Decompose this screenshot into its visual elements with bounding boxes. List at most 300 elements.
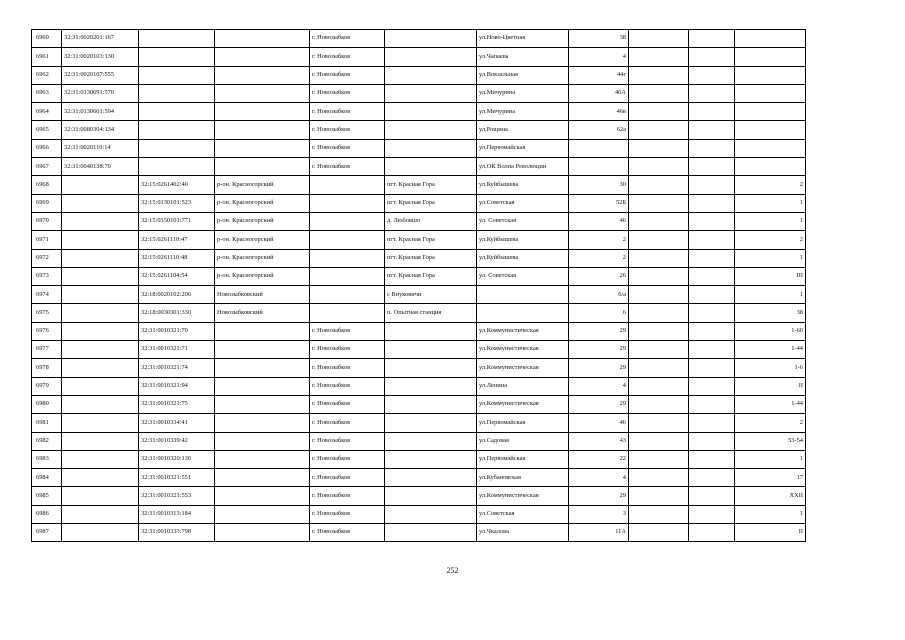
cadastral-number-b-cell: 32:15:0261104:54 [139, 267, 215, 285]
district-cell: р-он. Красногорский [215, 176, 310, 194]
cadastral-number-b-cell: 32:31:0010320:130 [139, 450, 215, 468]
house-number-cell: 46 [569, 212, 629, 230]
district-cell [215, 158, 310, 176]
district-cell [215, 469, 310, 487]
cadastral-number-a-cell [62, 249, 139, 267]
settlement-cell [385, 469, 477, 487]
block-cell [689, 249, 735, 267]
city-cell [310, 194, 385, 212]
block-cell [689, 267, 735, 285]
city-cell: г. Новозыбков [310, 84, 385, 102]
cadastral-number-a-cell [62, 432, 139, 450]
table-row [32, 286, 806, 304]
house-number-cell: 43 [569, 432, 629, 450]
street-cell: ул.Садовая [477, 432, 569, 450]
row-number-cell: 6965 [32, 121, 62, 139]
table-body [32, 30, 806, 542]
street-cell: ул.Мичурина [477, 103, 569, 121]
apartment-cell: 1-60 [735, 322, 806, 340]
street-cell: ул.Коммунистическая [477, 395, 569, 413]
cadastral-number-a-cell [62, 286, 139, 304]
cadastral-number-a-cell: 32:31:0020103:130 [62, 48, 139, 66]
row-number-cell: 6971 [32, 231, 62, 249]
street-cell: ул. Советская [477, 212, 569, 230]
building-cell [629, 377, 689, 395]
house-number-cell: 46А [569, 84, 629, 102]
settlement-cell [385, 524, 477, 542]
house-number-cell: 29 [569, 487, 629, 505]
apartment-cell: II [735, 524, 806, 542]
house-number-cell: 6/а [569, 286, 629, 304]
city-cell: г. Новозыбков [310, 103, 385, 121]
apartment-cell [735, 158, 806, 176]
cadastral-number-a-cell [62, 469, 139, 487]
row-number-cell: 6968 [32, 176, 62, 194]
building-cell [629, 30, 689, 48]
settlement-cell [385, 121, 477, 139]
block-cell [689, 30, 735, 48]
table-row [32, 139, 806, 157]
district-cell [215, 66, 310, 84]
street-cell: ул.Куйбышева [477, 249, 569, 267]
building-cell [629, 487, 689, 505]
cadastral-number-b-cell [139, 139, 215, 157]
apartment-cell: 2 [735, 176, 806, 194]
table-row [32, 395, 806, 413]
building-cell [629, 505, 689, 523]
house-number-cell: 62а [569, 121, 629, 139]
settlement-cell [385, 487, 477, 505]
settlement-cell [385, 450, 477, 468]
street-cell: ул.Чкалова [477, 524, 569, 542]
table-row [32, 377, 806, 395]
street-cell: ул.Советская [477, 194, 569, 212]
settlement-cell [385, 322, 477, 340]
cadastral-number-b-cell: 32:31:0010321:551 [139, 469, 215, 487]
row-number-cell: 6981 [32, 414, 62, 432]
building-cell [629, 450, 689, 468]
building-cell [629, 231, 689, 249]
row-number-cell: 6979 [32, 377, 62, 395]
table-row [32, 450, 806, 468]
block-cell [689, 450, 735, 468]
row-number-cell: 6970 [32, 212, 62, 230]
table-row [32, 487, 806, 505]
district-cell [215, 505, 310, 523]
cadastral-number-b-cell: 32:15:0261110:47 [139, 231, 215, 249]
street-cell: ул.Коммунистическая [477, 322, 569, 340]
building-cell [629, 176, 689, 194]
district-cell [215, 450, 310, 468]
table-row [32, 341, 806, 359]
city-cell [310, 304, 385, 322]
cadastral-number-b-cell [139, 48, 215, 66]
settlement-cell [385, 505, 477, 523]
apartment-cell: 1-44 [735, 341, 806, 359]
row-number-cell: 6969 [32, 194, 62, 212]
block-cell [689, 194, 735, 212]
city-cell [310, 249, 385, 267]
table-row [32, 432, 806, 450]
district-cell [215, 432, 310, 450]
city-cell: г. Новозыбков [310, 48, 385, 66]
apartment-cell: 53-54 [735, 432, 806, 450]
cadastral-number-a-cell: 32:31:0020201:167 [62, 30, 139, 48]
block-cell [689, 176, 735, 194]
house-number-cell: 4 [569, 469, 629, 487]
district-cell: р-он. Красногорский [215, 212, 310, 230]
table-row [32, 121, 806, 139]
city-cell: г. Новозыбков [310, 30, 385, 48]
settlement-cell [385, 103, 477, 121]
city-cell: г. Новозыбков [310, 505, 385, 523]
table-row [32, 267, 806, 285]
apartment-cell: 2 [735, 414, 806, 432]
street-cell: ул.Куйбышева [477, 176, 569, 194]
city-cell: г. Новозыбков [310, 377, 385, 395]
district-cell [215, 139, 310, 157]
street-cell: ул.Чапаева [477, 48, 569, 66]
block-cell [689, 139, 735, 157]
house-number-cell: 4 [569, 377, 629, 395]
cadastral-number-b-cell: 32:31:0010321:70 [139, 322, 215, 340]
apartment-cell: 2 [735, 231, 806, 249]
table-row [32, 524, 806, 542]
block-cell [689, 359, 735, 377]
district-cell: р-он. Красногорский [215, 194, 310, 212]
apartment-cell [735, 84, 806, 102]
house-number-cell: 30 [569, 176, 629, 194]
table-row [32, 231, 806, 249]
cadastral-number-b-cell: 32:31:0010321:71 [139, 341, 215, 359]
row-number-cell: 6977 [32, 341, 62, 359]
settlement-cell [385, 395, 477, 413]
row-number-cell: 6967 [32, 158, 62, 176]
apartment-cell [735, 48, 806, 66]
city-cell [310, 267, 385, 285]
district-cell [215, 414, 310, 432]
street-cell: ул.Коммунистическая [477, 487, 569, 505]
apartment-cell [735, 139, 806, 157]
block-cell [689, 395, 735, 413]
apartment-cell: 1-6 [735, 359, 806, 377]
city-cell: г. Новозыбков [310, 359, 385, 377]
block-cell [689, 469, 735, 487]
cadastral-number-b-cell: 32:18:0020102:206 [139, 286, 215, 304]
building-cell [629, 48, 689, 66]
row-number-cell: 6980 [32, 395, 62, 413]
house-number-cell: 6 [569, 304, 629, 322]
cadastral-number-a-cell: 32:31:0020107:555 [62, 66, 139, 84]
district-cell: р-он. Красногорский [215, 231, 310, 249]
cadastral-number-b-cell: 32:31:0010321:74 [139, 359, 215, 377]
district-cell [215, 359, 310, 377]
district-cell: р-он. Красногорский [215, 249, 310, 267]
cadastral-number-b-cell: 32:31:0010321:75 [139, 395, 215, 413]
settlement-cell: пгт. Красная Гора [385, 231, 477, 249]
district-cell: Новозыбковский [215, 304, 310, 322]
house-number-cell: 29 [569, 322, 629, 340]
city-cell: г. Новозыбков [310, 322, 385, 340]
settlement-cell: с Внуковичи [385, 286, 477, 304]
apartment-cell: III [735, 267, 806, 285]
table-row [32, 30, 806, 48]
cadastral-number-b-cell: 32:15:0350101:771 [139, 212, 215, 230]
street-cell: ул.Коммунистическая [477, 359, 569, 377]
building-cell [629, 158, 689, 176]
street-cell: ул.Куйбышева [477, 231, 569, 249]
apartment-cell: II [735, 377, 806, 395]
table-row [32, 158, 806, 176]
street-cell: ул.Первомайская [477, 139, 569, 157]
settlement-cell [385, 84, 477, 102]
cadastral-number-b-cell: 32:31:0010334:41 [139, 414, 215, 432]
apartment-cell: 1-44 [735, 395, 806, 413]
row-number-cell: 6978 [32, 359, 62, 377]
apartment-cell [735, 103, 806, 121]
street-cell: ул.ОК Волна Революции [477, 158, 569, 176]
district-cell [215, 377, 310, 395]
city-cell: г. Новозыбков [310, 524, 385, 542]
settlement-cell: пгт. Красная Гора [385, 249, 477, 267]
row-number-cell: 6985 [32, 487, 62, 505]
cadastral-number-a-cell [62, 322, 139, 340]
city-cell: г. Новозыбков [310, 139, 385, 157]
building-cell [629, 395, 689, 413]
house-number-cell: 26 [569, 267, 629, 285]
cadastral-number-b-cell [139, 66, 215, 84]
table-row [32, 84, 806, 102]
table-row [32, 249, 806, 267]
city-cell: г. Новозыбков [310, 158, 385, 176]
house-number-cell: 29 [569, 395, 629, 413]
row-number-cell: 6983 [32, 450, 62, 468]
row-number-cell: 6974 [32, 286, 62, 304]
house-number-cell: 2 [569, 249, 629, 267]
cadastral-number-b-cell: 32:18:0030301:330 [139, 304, 215, 322]
apartment-cell: XXII [735, 487, 806, 505]
street-cell [477, 304, 569, 322]
building-cell [629, 359, 689, 377]
cadastral-number-a-cell [62, 377, 139, 395]
cadastral-number-b-cell: 32:15:0261110:48 [139, 249, 215, 267]
city-cell [310, 212, 385, 230]
cadastral-number-b-cell: 32:31:0010313:184 [139, 505, 215, 523]
settlement-cell [385, 414, 477, 432]
cadastral-number-a-cell: 32:31:0130601:594 [62, 103, 139, 121]
cadastral-number-b-cell [139, 30, 215, 48]
cadastral-number-a-cell [62, 487, 139, 505]
block-cell [689, 48, 735, 66]
district-cell [215, 322, 310, 340]
apartment-cell [735, 30, 806, 48]
street-cell: ул.Первомайская [477, 414, 569, 432]
row-number-cell: 6966 [32, 139, 62, 157]
district-cell [215, 103, 310, 121]
city-cell: г. Новозыбков [310, 414, 385, 432]
block-cell [689, 505, 735, 523]
block-cell [689, 414, 735, 432]
building-cell [629, 139, 689, 157]
settlement-cell [385, 30, 477, 48]
street-cell: ул.Вокзальная [477, 66, 569, 84]
cadastral-number-a-cell [62, 231, 139, 249]
settlement-cell: пгт. Красная Гора [385, 194, 477, 212]
settlement-cell: пгт. Красная Гора [385, 267, 477, 285]
apartment-cell: 1 [735, 212, 806, 230]
street-cell: ул.Коммунистическая [477, 341, 569, 359]
district-cell [215, 30, 310, 48]
cadastral-number-b-cell: 32:31:0010321:94 [139, 377, 215, 395]
district-cell [215, 524, 310, 542]
cadastral-number-a-cell [62, 395, 139, 413]
city-cell [310, 176, 385, 194]
building-cell [629, 432, 689, 450]
table-row [32, 359, 806, 377]
street-cell: ул.Рощина [477, 121, 569, 139]
building-cell [629, 84, 689, 102]
settlement-cell [385, 377, 477, 395]
cadastral-number-b-cell: 32:31:0010321:553 [139, 487, 215, 505]
row-number-cell: 6973 [32, 267, 62, 285]
row-number-cell: 6960 [32, 30, 62, 48]
cadastral-number-b-cell: 32:31:0010333:798 [139, 524, 215, 542]
table-row [32, 66, 806, 84]
district-cell [215, 48, 310, 66]
cadastral-number-b-cell: 32:15:0130101:523 [139, 194, 215, 212]
street-cell [477, 286, 569, 304]
cadastral-number-a-cell [62, 304, 139, 322]
settlement-cell [385, 139, 477, 157]
block-cell [689, 322, 735, 340]
page-number: 252 [446, 566, 459, 575]
table-row [32, 505, 806, 523]
row-number-cell: 6961 [32, 48, 62, 66]
cadastral-number-a-cell: 32:31:0040138:70 [62, 158, 139, 176]
cadastral-number-a-cell: 32:31:0130691:570 [62, 84, 139, 102]
city-cell: г. Новозыбков [310, 341, 385, 359]
table-row [32, 469, 806, 487]
row-number-cell: 6976 [32, 322, 62, 340]
cadastral-number-a-cell [62, 341, 139, 359]
city-cell [310, 286, 385, 304]
block-cell [689, 212, 735, 230]
house-number-cell: 22 [569, 450, 629, 468]
house-number-cell: 46 [569, 414, 629, 432]
building-cell [629, 121, 689, 139]
block-cell [689, 286, 735, 304]
cadastral-number-a-cell [62, 176, 139, 194]
block-cell [689, 487, 735, 505]
block-cell [689, 524, 735, 542]
block-cell [689, 84, 735, 102]
block-cell [689, 231, 735, 249]
cadastral-number-a-cell [62, 450, 139, 468]
settlement-cell: п. Опытная станция [385, 304, 477, 322]
row-number-cell: 6984 [32, 469, 62, 487]
district-cell: Новозыбковский [215, 286, 310, 304]
street-cell: ул. Советская [477, 267, 569, 285]
cadastral-number-b-cell [139, 103, 215, 121]
settlement-cell [385, 48, 477, 66]
apartment-cell: 1 [735, 286, 806, 304]
street-cell: ул.Первомайская [477, 450, 569, 468]
registry-table [31, 29, 806, 542]
cadastral-number-b-cell [139, 84, 215, 102]
building-cell [629, 286, 689, 304]
block-cell [689, 432, 735, 450]
block-cell [689, 341, 735, 359]
apartment-cell: 1 [735, 249, 806, 267]
house-number-cell [569, 139, 629, 157]
apartment-cell [735, 66, 806, 84]
district-cell [215, 121, 310, 139]
cadastral-number-a-cell: 32:31:0020110:14 [62, 139, 139, 157]
cadastral-number-a-cell [62, 505, 139, 523]
house-number-cell: 11А [569, 524, 629, 542]
house-number-cell: 46в [569, 103, 629, 121]
apartment-cell: 1 [735, 505, 806, 523]
house-number-cell: 38 [569, 30, 629, 48]
apartment-cell: 1 [735, 450, 806, 468]
table-row [32, 414, 806, 432]
settlement-cell: пгт. Красная Гора [385, 176, 477, 194]
table-row [32, 212, 806, 230]
block-cell [689, 304, 735, 322]
settlement-cell: д. Любовшо [385, 212, 477, 230]
district-cell [215, 341, 310, 359]
cadastral-number-b-cell: 32:15:0261402:40 [139, 176, 215, 194]
city-cell: г. Новозыбков [310, 432, 385, 450]
street-cell: ул.Кубановская [477, 469, 569, 487]
cadastral-number-a-cell [62, 194, 139, 212]
house-number-cell [569, 158, 629, 176]
block-cell [689, 66, 735, 84]
apartment-cell: 38 [735, 304, 806, 322]
district-cell [215, 84, 310, 102]
city-cell: г. Новозыбков [310, 66, 385, 84]
cadastral-number-b-cell: 32:31:0010339:42 [139, 432, 215, 450]
house-number-cell: 29 [569, 341, 629, 359]
street-cell: ул.Мичурина [477, 84, 569, 102]
street-cell: ул.Ленина [477, 377, 569, 395]
settlement-cell [385, 359, 477, 377]
district-cell [215, 487, 310, 505]
city-cell: г. Новозыбков [310, 450, 385, 468]
apartment-cell: 17 [735, 469, 806, 487]
apartment-cell: 1 [735, 194, 806, 212]
cadastral-number-a-cell [62, 414, 139, 432]
row-number-cell: 6962 [32, 66, 62, 84]
street-cell: ул.Ново-Цветная [477, 30, 569, 48]
house-number-cell: 2 [569, 231, 629, 249]
settlement-cell [385, 341, 477, 359]
building-cell [629, 341, 689, 359]
district-cell [215, 395, 310, 413]
block-cell [689, 103, 735, 121]
row-number-cell: 6982 [32, 432, 62, 450]
block-cell [689, 121, 735, 139]
table-row [32, 322, 806, 340]
block-cell [689, 377, 735, 395]
house-number-cell: 44г [569, 66, 629, 84]
street-cell: ул.Советская [477, 505, 569, 523]
house-number-cell: 52Б [569, 194, 629, 212]
cadastral-number-a-cell: 32:31:0080304:134 [62, 121, 139, 139]
house-number-cell: 3 [569, 505, 629, 523]
table-row [32, 194, 806, 212]
city-cell [310, 231, 385, 249]
